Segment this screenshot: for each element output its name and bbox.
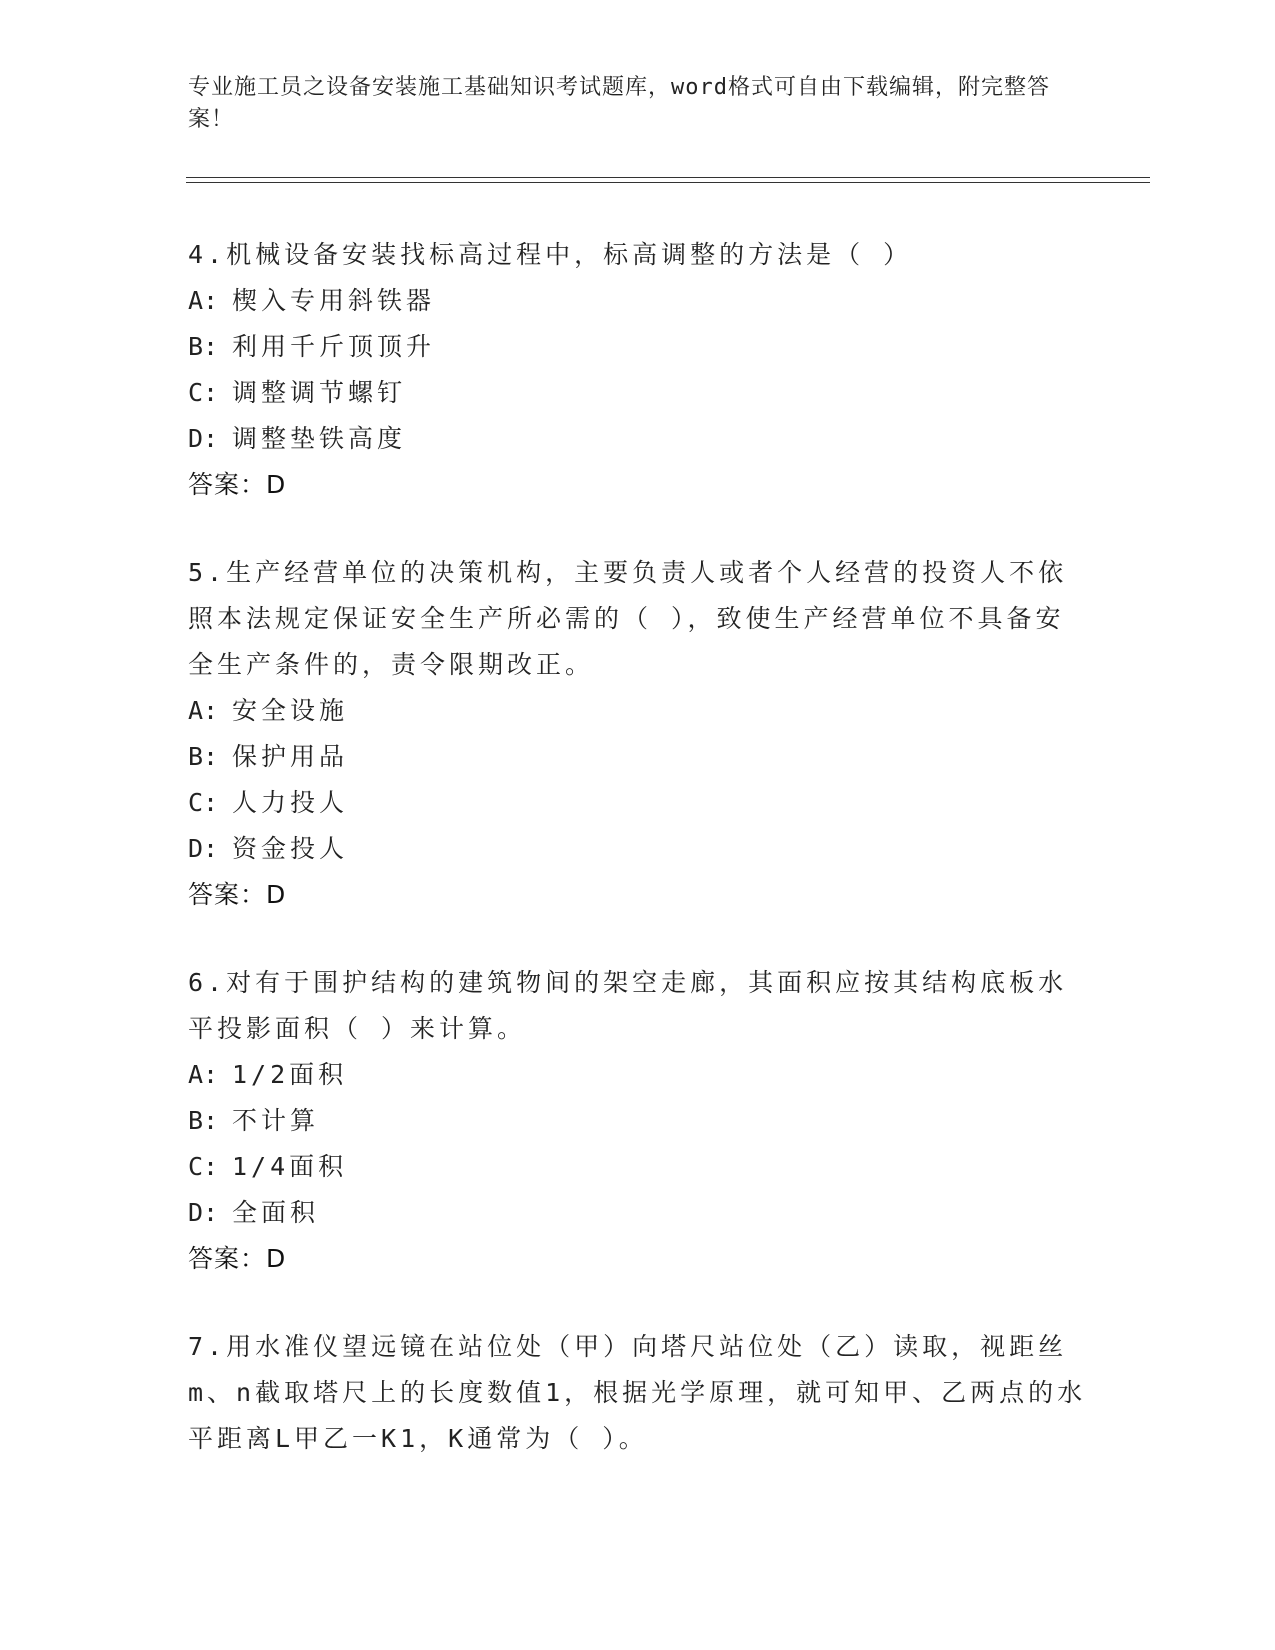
option-text: 调整垫铁高度 bbox=[232, 424, 407, 453]
option-text: 1/4面积 bbox=[232, 1152, 348, 1181]
option-d bbox=[188, 416, 1088, 462]
option-text: 利用千斤顶顶升 bbox=[232, 332, 436, 361]
option-a bbox=[188, 278, 1088, 324]
answer-line: 答案：D bbox=[188, 470, 287, 499]
option-letter: C: bbox=[188, 1152, 219, 1181]
option-text: 不计算 bbox=[232, 1106, 320, 1135]
option-d bbox=[188, 826, 1088, 872]
option-letter: C: bbox=[188, 788, 219, 817]
header-divider-top bbox=[186, 177, 1150, 178]
question-stem: 4.机械设备安装找标高过程中，标高调整的方法是（ ） bbox=[188, 240, 913, 269]
option-text: 资金投人 bbox=[232, 834, 349, 863]
option-a bbox=[188, 1052, 1088, 1098]
option-letter: A: bbox=[188, 286, 219, 315]
question-stem: 6.对有于围护结构的建筑物间的架空走廊，其面积应按其结构底板水平投影面积（ ）来计算。 bbox=[188, 968, 1068, 1043]
option-c bbox=[188, 370, 1088, 416]
option-c bbox=[188, 1144, 1088, 1190]
option-b bbox=[188, 1098, 1088, 1144]
option-text: 人力投人 bbox=[232, 788, 349, 817]
option-letter: B: bbox=[188, 1106, 219, 1135]
option-c bbox=[188, 780, 1088, 826]
question-7 bbox=[188, 1324, 1088, 1462]
answer-line: 答案：D bbox=[188, 1244, 287, 1273]
option-d bbox=[188, 1190, 1088, 1236]
option-text: 全面积 bbox=[232, 1198, 320, 1227]
question-5 bbox=[188, 550, 1088, 918]
option-letter: B: bbox=[188, 742, 219, 771]
header-divider-bottom bbox=[186, 182, 1150, 183]
question-stem: 5.生产经营单位的决策机构，主要负责人或者个人经营的投资人不依照本法规定保证安全生产所必需的（ ），致使生产经营单位不具备安全生产条件的，责令限期改正。 bbox=[188, 558, 1068, 679]
option-text: 调整调节螺钉 bbox=[232, 378, 407, 407]
option-letter: A: bbox=[188, 1060, 219, 1089]
option-a bbox=[188, 688, 1088, 734]
question-stem: 7.用水准仪望远镜在站位处（甲）向塔尺站位处（乙）读取，视距丝m、n截取塔尺上的长度数值1，根据光学原理，就可知甲、乙两点的水平距离L甲乙一K1，K通常为（ ）。 bbox=[188, 1332, 1087, 1453]
option-letter: A: bbox=[188, 696, 219, 725]
answer-line: 答案：D bbox=[188, 880, 287, 909]
option-text: 1/2面积 bbox=[232, 1060, 348, 1089]
option-text: 楔入专用斜铁器 bbox=[232, 286, 436, 315]
option-letter: D: bbox=[188, 1198, 219, 1227]
document-header: 专业施工员之设备安装施工基础知识考试题库，word格式可自由下载编辑，附完整答案！ bbox=[188, 75, 1050, 132]
question-6 bbox=[188, 960, 1088, 1282]
option-letter: B: bbox=[188, 332, 219, 361]
option-b bbox=[188, 324, 1088, 370]
option-text: 安全设施 bbox=[232, 696, 349, 725]
question-4 bbox=[188, 232, 1088, 508]
option-b bbox=[188, 734, 1088, 780]
option-text: 保护用品 bbox=[232, 742, 349, 771]
option-letter: D: bbox=[188, 424, 219, 453]
question-list bbox=[188, 232, 1088, 1504]
option-letter: D: bbox=[188, 834, 219, 863]
option-letter: C: bbox=[188, 378, 219, 407]
